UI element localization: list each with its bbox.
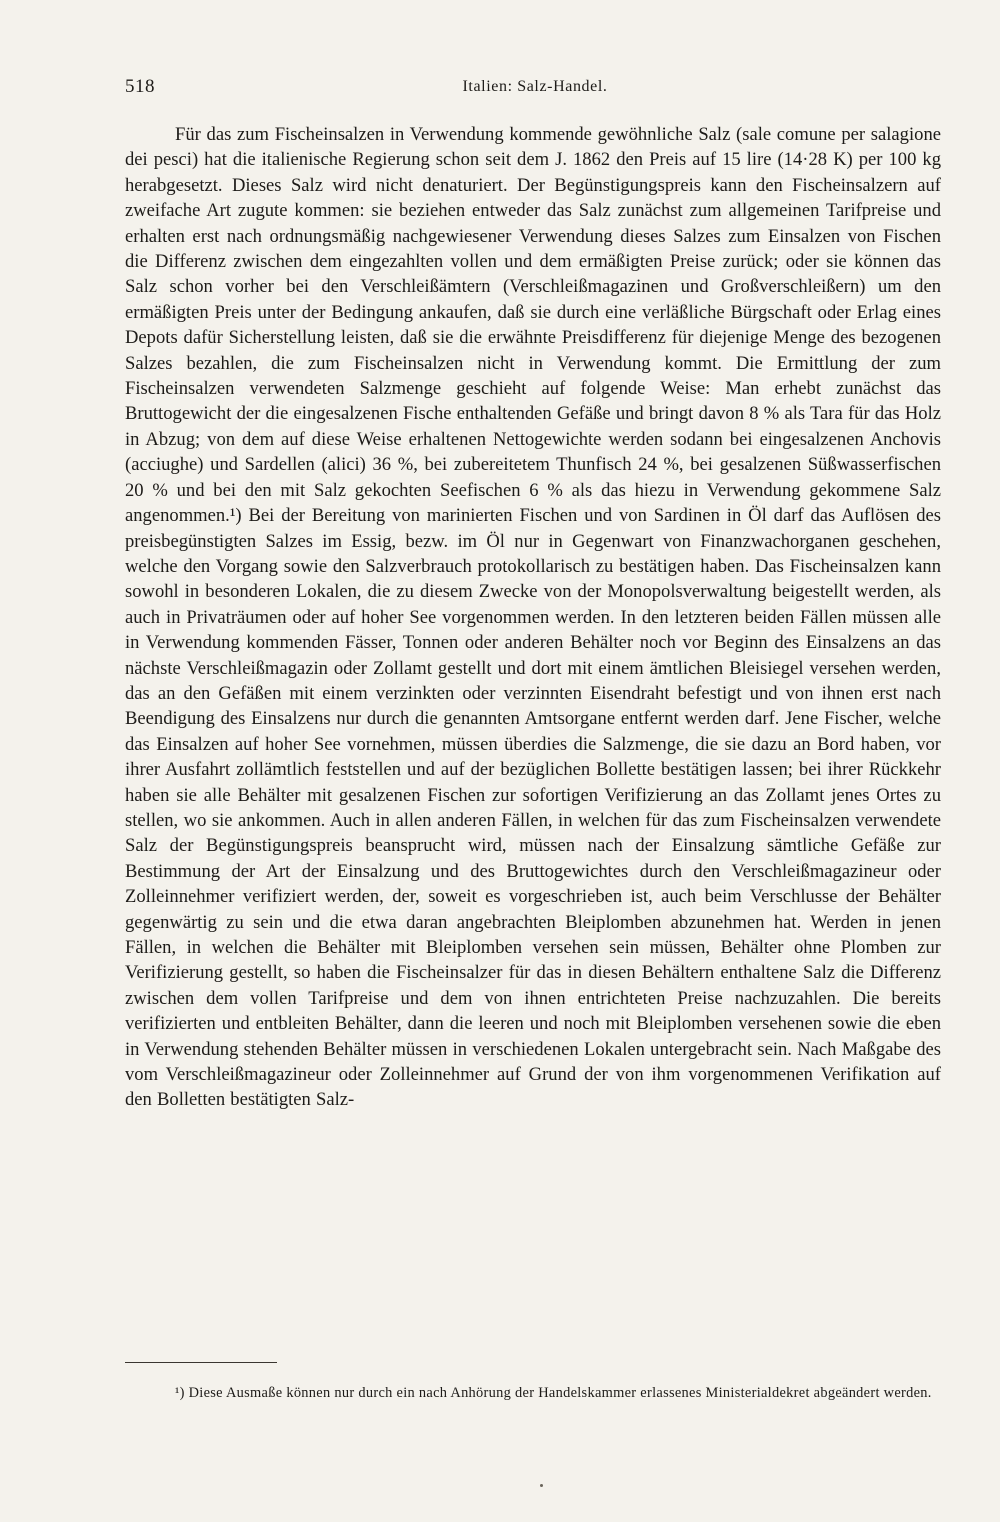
page-header (125, 76, 945, 102)
paper-speck (540, 1484, 543, 1487)
running-head: Italien: Salz-Handel. (462, 78, 608, 95)
footnote: ¹) Diese Ausmaße können nur durch ein nach Anhörung der Handelskammer erlassenes Ministerialdekret abgeändert werden. (175, 1385, 932, 1401)
page-number: 518 (125, 76, 155, 97)
body-paragraph: Für das zum Fischeinsalzen in Verwendung kommende gewöhnliche Salz (sale comune per salagione dei pesci) hat die italienische Regierung schon seit dem J. 1862 den Preis auf 15 lire (14·28 K) per 100 kg herabgesetzt. Dieses Salz wird nicht denaturiert. Der Begünstigungspreis kann den Fischeinsalzern auf zweifache Art zugute kommen: sie beziehen entweder das Salz zunächst zum allgemeinen Tarifpreise und erhalten erst nach ordnungsmäßig nachgewiesener Verwendung dieses Salzes zum Einsalzen von Fischen die Differenz zwischen dem eingezahlten vollen und dem ermäßigten Preise zurück; oder sie können das Salz schon vorher bei den Verschleißämtern (Verschleißmagazinen und Großverschleißern) um den ermäßigten Preis unter der Bedingung ankaufen, daß sie durch eine verläßliche Bürgschaft oder Erlag eines Depots dafür Sicherstellung leisten, daß sie die erwähnte Preisdifferenz für diejenige Menge des bezogenen Salzes bezahlen, die zum Fischeinsalzen nicht in Verwendung kommt. Die Ermittlung der zum Fischeinsalzen verwendeten Salzmenge geschieht auf folgende Weise: Man erhebt zunächst das Bruttogewicht der die eingesalzenen Fische enthaltenden Gefäße und bringt davon 8 % als Tara für das Holz in Abzug; von dem auf diese Weise erhaltenen Nettogewichte werden sodann bei eingesalzenen Anchovis (acciughe) und Sardellen (alici) 36 %, bei zubereitetem Thunfisch 24 %, bei gesalzenen Süßwasserfischen 20 % und bei den mit Salz gekochten Seefischen 6 % als das hiezu in Verwendung gekommene Salz angenommen.¹) Bei der Bereitung von marinierten Fischen und von Sardinen in Öl darf das Auflösen des preisbegünstigten Salzes im Essig, bezw. im Öl nur in Gegenwart von Finanzwachorganen geschehen, welche den Vorgang sowie den Salzverbrauch protokollarisch zu bestätigen haben. Das Fischeinsalzen kann sowohl in besonderen Lokalen, die zu diesem Zwecke von der Monopolsverwaltung beigestellt werden, als auch in Privaträumen oder auf hoher See vorgenommen werden. In den letzteren beiden Fällen müssen alle in Verwendung kommenden Fässer, Tonnen oder anderen Behälter noch vor Beginn des Einsalzens an das nächste Verschleißmagazin oder Zollamt gestellt und dort mit einem ämtlichen Bleisiegel versehen werden, das an den Gefäßen mit einem verzinkten oder verzinnten Eisendraht befestigt und von ihnen erst nach Beendigung des Einsalzens nur durch die genannten Amtsorgane entfernt werden darf. Jene Fischer, welche das Einsalzen auf hoher See vornehmen, müssen überdies die Salzmenge, die sie dazu an Bord haben, vor ihrer Ausfahrt zollämtlich feststellen und auf der bezüglichen Bollette bestätigen lassen; bei ihrer Rückkehr haben sie alle Behälter mit gesalzenen Fischen zur sofortigen Verifizierung an das Zollamt jenes Ortes zu stellen, wo sie ankommen. Auch in allen anderen Fällen, in welchen für das zum Fischeinsalzen verwendete Salz der Begünstigungspreis beansprucht wird, müssen nach der Einsalzung sämtliche Gefäße zur Bestimmung der Art der Einsalzung und des Bruttogewichtes durch den Verschleißmagazineur oder Zolleinnehmer verifiziert werden, der, soweit es vorgeschrieben ist, auch beim Verschlusse der Behälter gegenwärtig zu sein und die etwa daran angebrachten Bleiplomben abzunehmen hat. Werden in jenen Fällen, in welchen die Behälter mit Bleiplomben versehen sein müssen, Behälter ohne Plomben zur Verifizierung gestellt, so haben die Fischeinsalzer für das in diesen Behältern enthaltene Salz die Differenz zwischen dem vollen Tarifpreise und dem von ihnen entrichteten Preise nachzuzahlen. Die bereits verifizierten und entbleiten Behälter, dann die leeren und noch mit Bleiplomben versehenen sowie die eben in Verwendung stehenden Behälter müssen in verschiedenen Lokalen untergebracht sein. Nach Maßgabe des vom Verschleißmagazineur oder Zolleinnehmer auf Grund der von ihm vorgenommenen Verifikation auf den Bolletten bestätigten Salz- (125, 124, 941, 1111)
footnote-divider (125, 1362, 277, 1363)
